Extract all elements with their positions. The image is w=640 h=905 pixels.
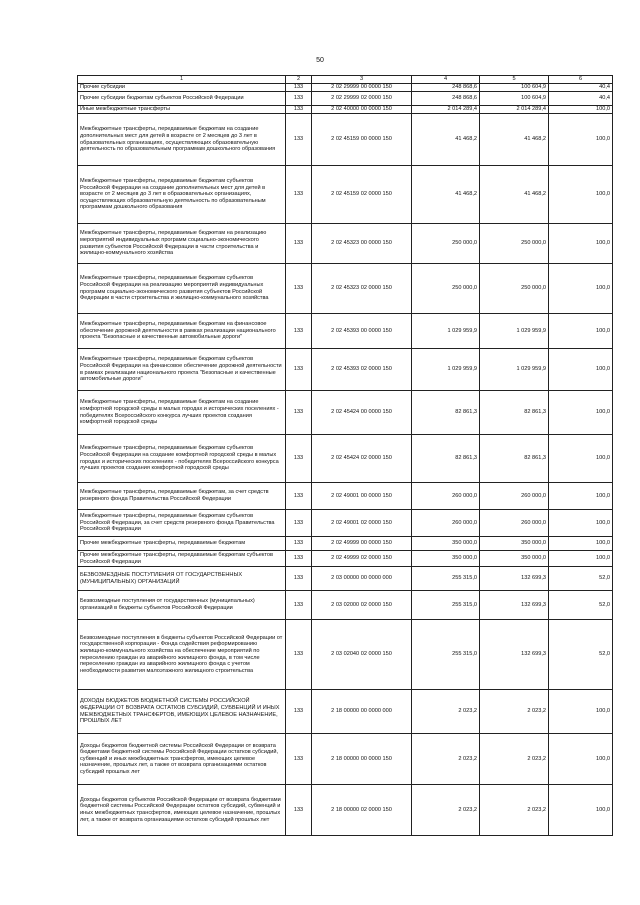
row-name: Прочие межбюджетные трансферты, передаваемые бюджетам xyxy=(78,537,286,551)
row-name: Доходы бюджетов бюджетной системы Российской Федерации от возврата бюджетами бюджетной системы Российской Федерации остатков субсидий, субвенций и иных межбюджетных трансфертов, имеющих целевое назначение, прошлых лет, а также от возврата организациями остатков субсидий прошлых лет xyxy=(78,734,286,785)
row-actual-amount: 132 699,3 xyxy=(480,620,549,690)
row-classification-code: 2 02 49001 02 0000 150 xyxy=(312,510,412,537)
row-admin-code: 133 xyxy=(286,510,312,537)
row-classification-code: 2 02 49001 00 0000 150 xyxy=(312,483,412,510)
row-planned-amount: 255 315,0 xyxy=(412,567,480,591)
table-row xyxy=(78,510,613,537)
table-row xyxy=(78,537,613,551)
row-name: Межбюджетные трансферты, передаваемые бюджетам субъектов Российской Федерации на финансовое обеспечение дорожной деятельности в рамках реализации национального проекта "Безопасные и качественные автомобильные дороги" xyxy=(78,349,286,391)
row-actual-amount: 2 023,2 xyxy=(480,785,549,836)
row-admin-code: 133 xyxy=(286,537,312,551)
column-number: 2 xyxy=(286,76,312,84)
row-actual-amount: 41 468,2 xyxy=(480,166,549,224)
row-actual-amount: 1 029 959,9 xyxy=(480,314,549,349)
row-classification-code: 2 02 45393 02 0000 150 xyxy=(312,349,412,391)
row-execution-percent: 100,0 xyxy=(549,551,613,567)
row-classification-code: 2 02 45323 02 0000 150 xyxy=(312,264,412,314)
row-actual-amount: 100 604,9 xyxy=(480,84,549,92)
row-admin-code: 133 xyxy=(286,349,312,391)
row-planned-amount: 2 023,2 xyxy=(412,734,480,785)
row-actual-amount: 2 014 289,4 xyxy=(480,106,549,114)
row-actual-amount: 250 000,0 xyxy=(480,264,549,314)
row-name: Межбюджетные трансферты, передаваемые бюджетам на финансовое обеспечение дорожной деятельности в рамках реализации национального проекта "Безопасные и качественные автомобильные дороги" xyxy=(78,314,286,349)
row-execution-percent: 52,0 xyxy=(549,567,613,591)
row-name: Прочие субсидии xyxy=(78,84,286,92)
row-admin-code: 133 xyxy=(286,106,312,114)
row-classification-code: 2 18 00000 00 0000 150 xyxy=(312,734,412,785)
row-execution-percent: 100,0 xyxy=(549,391,613,435)
row-planned-amount: 41 468,2 xyxy=(412,166,480,224)
row-admin-code: 133 xyxy=(286,690,312,734)
row-name: Межбюджетные трансферты, передаваемые бюджетам субъектов Российской Федерации на создание комфортной городской среды в малых городах и исторических поселениях - победителях Всероссийского конкурса лучших проектов создания комфортной городской среды xyxy=(78,435,286,483)
table-row xyxy=(78,114,613,166)
row-execution-percent: 100,0 xyxy=(549,166,613,224)
row-planned-amount: 82 861,3 xyxy=(412,391,480,435)
row-execution-percent: 52,0 xyxy=(549,620,613,690)
row-admin-code: 133 xyxy=(286,114,312,166)
row-planned-amount: 350 000,0 xyxy=(412,551,480,567)
row-actual-amount: 132 699,3 xyxy=(480,567,549,591)
row-execution-percent: 100,0 xyxy=(549,734,613,785)
row-admin-code: 133 xyxy=(286,264,312,314)
table-row xyxy=(78,166,613,224)
row-execution-percent: 52,0 xyxy=(549,591,613,620)
row-admin-code: 133 xyxy=(286,620,312,690)
column-number: 3 xyxy=(312,76,412,84)
row-admin-code: 133 xyxy=(286,92,312,106)
row-actual-amount: 250 000,0 xyxy=(480,224,549,264)
row-execution-percent: 100,0 xyxy=(549,785,613,836)
row-admin-code: 133 xyxy=(286,591,312,620)
row-actual-amount: 260 000,0 xyxy=(480,510,549,537)
row-planned-amount: 248 868,6 xyxy=(412,84,480,92)
row-admin-code: 133 xyxy=(286,224,312,264)
row-classification-code: 2 02 29999 02 0000 150 xyxy=(312,92,412,106)
row-admin-code: 133 xyxy=(286,567,312,591)
table-row xyxy=(78,690,613,734)
row-admin-code: 133 xyxy=(286,166,312,224)
row-name: Межбюджетные трансферты, передаваемые бюджетам, за счет средств резервного фонда Правительства Российской Федерации xyxy=(78,483,286,510)
row-classification-code: 2 18 00000 00 0000 000 xyxy=(312,690,412,734)
row-planned-amount: 250 000,0 xyxy=(412,224,480,264)
table-row xyxy=(78,349,613,391)
row-actual-amount: 1 029 959,9 xyxy=(480,349,549,391)
row-actual-amount: 132 699,3 xyxy=(480,591,549,620)
row-planned-amount: 2 023,2 xyxy=(412,785,480,836)
row-execution-percent: 100,0 xyxy=(549,483,613,510)
row-execution-percent: 100,0 xyxy=(549,224,613,264)
row-classification-code: 2 02 45323 00 0000 150 xyxy=(312,224,412,264)
row-planned-amount: 41 468,2 xyxy=(412,114,480,166)
table-row xyxy=(78,106,613,114)
row-name: Безвозмездные поступления в бюджеты субъектов Российской Федерации от государственной корпорации - Фонда содействия реформированию жилищно-коммунального хозяйства на обеспечение мероприятий по переселению граждан из аварийного жилищного фонда, в том числе переселению граждан из аварийного жилищного фонда с учетом необходимости развития малоэтажного жилищного строительства xyxy=(78,620,286,690)
table-row xyxy=(78,92,613,106)
row-planned-amount: 260 000,0 xyxy=(412,483,480,510)
row-admin-code: 133 xyxy=(286,551,312,567)
table-row xyxy=(78,314,613,349)
row-planned-amount: 82 861,3 xyxy=(412,435,480,483)
row-planned-amount: 2 014 289,4 xyxy=(412,106,480,114)
row-execution-percent: 100,0 xyxy=(549,349,613,391)
row-planned-amount: 350 000,0 xyxy=(412,537,480,551)
table-row xyxy=(78,591,613,620)
table-row xyxy=(78,391,613,435)
table-row xyxy=(78,435,613,483)
row-admin-code: 133 xyxy=(286,84,312,92)
row-admin-code: 133 xyxy=(286,314,312,349)
row-classification-code: 2 03 02000 02 0000 150 xyxy=(312,591,412,620)
row-execution-percent: 100,0 xyxy=(549,106,613,114)
row-planned-amount: 255 315,0 xyxy=(412,591,480,620)
row-execution-percent: 100,0 xyxy=(549,114,613,166)
column-number-row xyxy=(78,76,613,84)
row-planned-amount: 250 000,0 xyxy=(412,264,480,314)
row-name: Прочие субсидии бюджетам субъектов Российской Федерации xyxy=(78,92,286,106)
row-classification-code: 2 02 45424 00 0000 150 xyxy=(312,391,412,435)
table-row xyxy=(78,483,613,510)
row-execution-percent: 100,0 xyxy=(549,264,613,314)
column-number: 1 xyxy=(78,76,286,84)
row-name: ДОХОДЫ БЮДЖЕТОВ БЮДЖЕТНОЙ СИСТЕМЫ РОССИЙСКОЙ ФЕДЕРАЦИИ ОТ ВОЗВРАТА ОСТАТКОВ СУБСИДИЙ, СУБВЕНЦИЙ И ИНЫХ МЕЖБЮДЖЕТНЫХ ТРАНСФЕРТОВ, ИМЕЮЩИХ ЦЕЛЕВОЕ НАЗНАЧЕНИЕ, ПРОШЛЫХ ЛЕТ xyxy=(78,690,286,734)
row-execution-percent: 40,4 xyxy=(549,92,613,106)
row-admin-code: 133 xyxy=(286,785,312,836)
row-planned-amount: 248 868,6 xyxy=(412,92,480,106)
table-row xyxy=(78,224,613,264)
page-number: 50 xyxy=(316,57,324,64)
row-classification-code: 2 02 40000 00 0000 150 xyxy=(312,106,412,114)
row-classification-code: 2 18 00000 02 0000 150 xyxy=(312,785,412,836)
row-classification-code: 2 02 45159 02 0000 150 xyxy=(312,166,412,224)
column-number: 6 xyxy=(549,76,613,84)
row-name: Межбюджетные трансферты, передаваемые бюджетам на создание комфортной городской среды в малых городах и исторических поселениях - победителях Всероссийского конкурса лучших проектов создания комфортной городской среды xyxy=(78,391,286,435)
row-name: Прочие межбюджетные трансферты, передаваемые бюджетам субъектов Российской Федерации xyxy=(78,551,286,567)
row-actual-amount: 82 861,3 xyxy=(480,391,549,435)
table-row xyxy=(78,264,613,314)
row-actual-amount: 100 604,9 xyxy=(480,92,549,106)
row-classification-code: 2 03 02040 02 0000 150 xyxy=(312,620,412,690)
row-actual-amount: 2 023,2 xyxy=(480,690,549,734)
row-name: Безвозмездные поступления от государственных (муниципальных) организаций в бюджеты субъектов Российской Федерации xyxy=(78,591,286,620)
table-row xyxy=(78,734,613,785)
row-classification-code: 2 02 29999 00 0000 150 xyxy=(312,84,412,92)
row-execution-percent: 100,0 xyxy=(549,690,613,734)
column-number: 4 xyxy=(412,76,480,84)
row-classification-code: 2 02 49999 00 0000 150 xyxy=(312,537,412,551)
row-planned-amount: 255 315,0 xyxy=(412,620,480,690)
row-actual-amount: 82 861,3 xyxy=(480,435,549,483)
row-name: Иные межбюджетные трансферты xyxy=(78,106,286,114)
row-classification-code: 2 02 45159 00 0000 150 xyxy=(312,114,412,166)
row-admin-code: 133 xyxy=(286,483,312,510)
row-actual-amount: 350 000,0 xyxy=(480,537,549,551)
row-planned-amount: 1 029 959,9 xyxy=(412,314,480,349)
column-number: 5 xyxy=(480,76,549,84)
row-name: Межбюджетные трансферты, передаваемые бюджетам субъектов Российской Федерации на создание дополнительных мест для детей в возрасте от 2 месяцев до 3 лет в образовательных организациях, осуществляющих образовательную деятельность по образовательным программам дошкольного образования xyxy=(78,166,286,224)
row-planned-amount: 1 029 959,9 xyxy=(412,349,480,391)
row-classification-code: 2 02 45393 00 0000 150 xyxy=(312,314,412,349)
row-execution-percent: 100,0 xyxy=(549,510,613,537)
row-name: Межбюджетные трансферты, передаваемые бюджетам субъектов Российской Федерации на реализацию мероприятий индивидуальных программ социально-экономического развития субъектов Российской Федерации в части строительства и жилищно-коммунального хозяйства xyxy=(78,264,286,314)
row-actual-amount: 350 000,0 xyxy=(480,551,549,567)
row-name: Доходы бюджетов субъектов Российской Федерации от возврата бюджетами бюджетной системы Российской Федерации остатков субсидий, субвенций и иных межбюджетных трансфертов, имеющих целевое назначение, прошлых лет, а также от возврата организациями остатков субсидий прошлых лет xyxy=(78,785,286,836)
row-name: Межбюджетные трансферты, передаваемые бюджетам на создание дополнительных мест для детей в возрасте от 2 месяцев до 3 лет в образовательных организациях, осуществляющих образовательную деятельность по образовательным программам дошкольного образования xyxy=(78,114,286,166)
row-actual-amount: 260 000,0 xyxy=(480,483,549,510)
row-classification-code: 2 02 49999 02 0000 150 xyxy=(312,551,412,567)
table-row xyxy=(78,785,613,836)
table-row xyxy=(78,567,613,591)
row-execution-percent: 100,0 xyxy=(549,314,613,349)
row-planned-amount: 260 000,0 xyxy=(412,510,480,537)
table-row xyxy=(78,84,613,92)
row-classification-code: 2 02 45424 02 0000 150 xyxy=(312,435,412,483)
row-admin-code: 133 xyxy=(286,391,312,435)
row-admin-code: 133 xyxy=(286,734,312,785)
row-actual-amount: 2 023,2 xyxy=(480,734,549,785)
row-name: Межбюджетные трансферты, передаваемые бюджетам субъектов Российской Федерации, за счет средств резервного фонда Правительства Российской Федерации xyxy=(78,510,286,537)
row-classification-code: 2 03 00000 00 0000 000 xyxy=(312,567,412,591)
row-name: Межбюджетные трансферты, передаваемые бюджетам на реализацию мероприятий индивидуальных программ социально-экономического развития субъектов Российской Федерации в части строительства и жилищно-коммунального хозяйства xyxy=(78,224,286,264)
revenue-table xyxy=(77,75,613,836)
table-row xyxy=(78,551,613,567)
row-actual-amount: 41 468,2 xyxy=(480,114,549,166)
row-execution-percent: 100,0 xyxy=(549,537,613,551)
row-planned-amount: 2 023,2 xyxy=(412,690,480,734)
table-row xyxy=(78,620,613,690)
row-execution-percent: 100,0 xyxy=(549,435,613,483)
row-name: БЕЗВОЗМЕЗДНЫЕ ПОСТУПЛЕНИЯ ОТ ГОСУДАРСТВЕННЫХ (МУНИЦИПАЛЬНЫХ) ОРГАНИЗАЦИЙ xyxy=(78,567,286,591)
row-admin-code: 133 xyxy=(286,435,312,483)
row-execution-percent: 40,4 xyxy=(549,84,613,92)
